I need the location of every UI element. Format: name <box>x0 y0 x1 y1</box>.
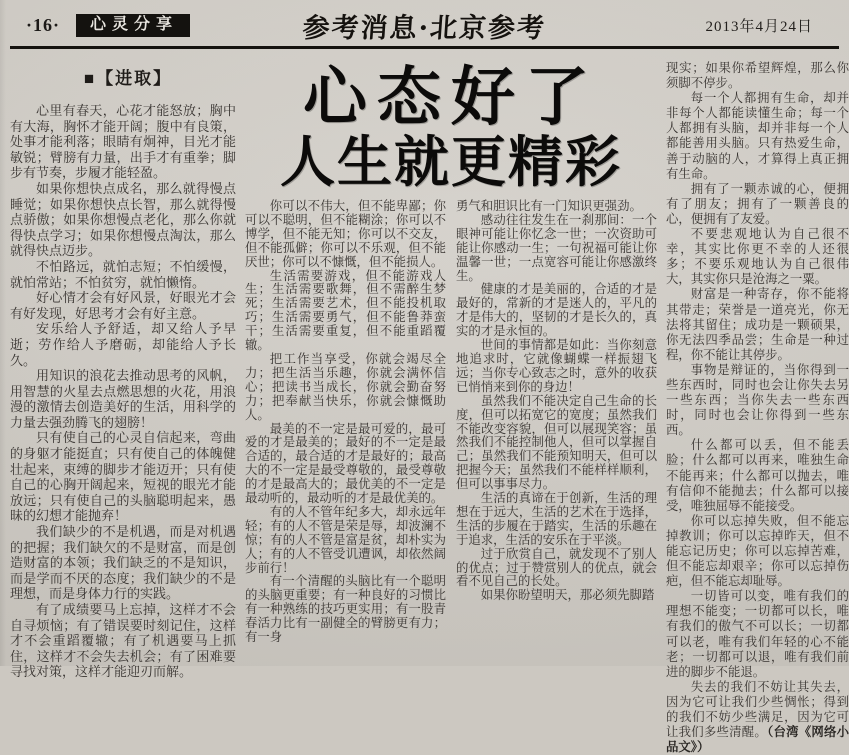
paragraph: 用知识的浪花去推动思考的风帆，用智慧的火星去点燃思想的火花，用浪漫的激情去创造美好的生活，用科学的力量去强劲腾飞的翅膀！ <box>10 368 236 430</box>
article-body <box>8 49 849 755</box>
paragraph: 如果你想快点成名，那么就得慢点睡觉；如果你想快点长智，那么就得慢点骄傲；如果你想慢点老化，那么你就得快点学习；如果你想慢点淘汰，那么就得快点迈步。 <box>10 180 236 259</box>
article-headline <box>245 61 657 193</box>
paragraph: 虽然我们不能决定自己生命的长度，但可以拓宽它的宽度；虽然我们不能改变容貌，但可以展现笑容；虽然我们不能控制他人，但可以掌握自己；虽然我们不能预知明天，但可以把握今天；虽然我们不能样样顺利，但可以事事尽力。 <box>456 393 657 492</box>
paragraph: 现实；如果你希望辉煌，那么你须脚不停步。 <box>666 61 849 91</box>
paragraph: 生活需要游戏，但不能游戏人生；生活需要歌舞，但不需醉生梦死；生活需要艺术，但不能投机取巧；生活需要勇气，但不能鲁莽蛮干；生活需要重复，但不能重蹈覆辙。 <box>245 268 446 353</box>
paragraph: 健康的才是美丽的，合适的才是最好的，常新的才是迷人的，平凡的才是伟大的，坚韧的才是长久的，真实的才是永恒的。 <box>456 282 657 339</box>
closing-paragraph <box>666 680 849 755</box>
paragraph: 你可以不伟大，但不能卑鄙；你可以不聪明，但不能糊涂；你可以不博学，但不能无知；你可以不交友，但不能孤僻；你可以不乐观，但不能厌世；你可以不慷慨，但不能损人。 <box>245 199 446 269</box>
text-column-3 <box>456 200 657 658</box>
middle-columns <box>245 200 657 658</box>
column-1-paragraphs <box>10 103 236 680</box>
paragraph: 好心情才会有好风景，好眼光才会有好发现，好思考才会有好主意。 <box>10 290 236 321</box>
headline-line-2: 人生就更精彩 <box>279 131 622 193</box>
text-column-1 <box>10 59 236 680</box>
paragraph: 勇气和胆识比有一门知识更强劲。 <box>456 199 642 213</box>
page-header <box>8 0 841 44</box>
column-4-paragraphs <box>666 61 849 680</box>
paragraph: 心里有春天，心花才能怒放；胸中有大海，胸怀才能开阔；腹中有良策，处事才能利落；眼睛有炯神，目光才能敏锐；臂膀有力量，出手才有重拳；脚步有节奏，步履才能轻盈。 <box>10 103 236 181</box>
paragraph: 每一个人都拥有生命，却并非每个人都能读懂生命；每一个人都拥有头脑，却并非每一个人都能善用头脑。只有热爱生命，善于动脑的人，才算得上真正拥有生命。 <box>666 91 849 181</box>
paragraph: 如果你盼望明天，那必须先脚踏 <box>480 588 655 603</box>
paragraph: 世间的事情都是如此：当你刻意地追求时，它就像蝴蝶一样振翅飞远；当你专心致志之时，意外的收获已悄悄来到你的身边！ <box>456 338 657 394</box>
paragraph: 你可以忘掉失败，但不能忘掉教训；你可以忘掉昨天，但不能忘记历史；你可以忘掉苦难，但不能忘却艰辛；你可以忘掉伤疤，但不能忘却耻辱。 <box>666 513 849 589</box>
text-column-4 <box>666 59 849 755</box>
paragraph: 我们缺少的不是机遇，而是对机遇的把握；我们缺欠的不是财富，而是创造财富的本领；我们缺乏的不是知识，而是学而不厌的态度；我们缺少的不是理想，而是身体力行的实践。 <box>10 524 236 602</box>
section-badge: 心灵分享 <box>76 14 190 37</box>
newspaper-masthead: 参考消息·北京参考 <box>301 12 548 44</box>
source-attribution: （台湾《网络小品文》） <box>666 725 849 755</box>
paragraph: 财富是一种寄存，你不能将其带走；荣誉是一道亮光，你无法将其留住；成功是一颗硕果，你无法四季品尝；生命是一种过程，你不能让其停步。 <box>666 287 849 362</box>
article-tag: ■【进取】 <box>83 69 173 88</box>
paragraph: 感动往往发生在一刹那间：一个眼神可能让你忆念一世；一次资助可能让你感动一生；一句祝福可能让你温馨一世；一点宽容可能让你感激终生。 <box>456 212 657 283</box>
closing-text: 失去的我们不妨让其失去，因为它可让我们少些惆怅；得到的我们不妨少些满足，因为它可让我们多些清醒。 <box>666 679 849 740</box>
text-column-2 <box>245 200 446 658</box>
headline-line-1: 心态好了 <box>303 61 599 133</box>
paragraph: 不要悲观地认为自己很不幸，其实比你更不幸的人还很多；不要乐观地认为自己很伟大，其实你只是沧海之一粟。 <box>666 227 849 287</box>
paragraph: 有了成绩要马上忘掉，这样才不会自寻烦恼；有了错误要时刻记住，这样才不会重蹈覆辙；有了机遇要马上抓住，这样才不会失去机会；有了困难要寻找对策，这样才能迎刃而解。 <box>10 602 236 680</box>
middle-section <box>245 59 657 658</box>
paragraph: 一切皆可以变，唯有我们的理想不能变；一切都可以长，唯有我们的傲气不可以长；一切都可以老，唯有我们年轻的心不能老；一切都可以退，唯有我们前进的脚步不能退。 <box>666 589 849 679</box>
paragraph: 只有使自己的心灵自信起来，弯曲的身躯才能挺直；只有使自己的体魄健壮起来，束缚的脚步才能迈开；只有使自己的心胸开阔起来，短视的眼光才能放远；只有使自己的头脑聪明起来，愚昧的幻想才能抛弃！ <box>10 430 236 524</box>
paragraph: 安乐给人予舒适，却又给人予早逝；劳作给人予磨砺，却能给人予长久。 <box>10 321 236 368</box>
issue-date: 2013年4月24日 <box>705 18 813 35</box>
paragraph: 把工作当享受，你就会竭尽全力；把生活当乐趣，你就会满怀信心；把读书当成长，你就会勤奋努力；把奉献当快乐，你就会慷慨助人。 <box>245 351 446 422</box>
page-number: ·16· <box>26 14 61 35</box>
paragraph: 什么都可以丢，但不能丢脸；什么都可以再来，唯独生命不能再来；什么都可以抛去，唯有信仰不能抛去；什么都可以接受，唯独屈辱不能接受。 <box>666 438 849 513</box>
paragraph: 有一个清醒的头脑比有一个聪明的头脑更重要；有一种良好的习惯比有一种熟练的技巧更实用；有一股青春活力比有一副健全的臂膀更有力；有一身 <box>245 574 446 645</box>
paragraph: 最美的不一定是最可爱的，最可爱的才是最美的；最好的不一定是最合适的，最合适的才是最好的；最高大的不一定是最受尊敬的，最受尊敬的才是最高大的；最优美的不一定是最动听的，最动听的才是最优美的。 <box>245 421 446 506</box>
paragraph: 有的人不管年纪多大，却永远年轻；有的人不管是荣是辱，却波澜不惊；有的人不管是富是贫，却朴实为人；有的人不管受讥遭讽，却依然阔步前行！ <box>245 504 446 575</box>
paragraph: 生活的真谛在于创新，生活的理想在于远大，生活的艺术在于选择，生活的步履在于踏实，生活的乐趣在于追求，生活的安乐在于平淡。 <box>456 491 657 547</box>
paragraph: 过于欣赏自己，就发现不了别人的优点；过于赞赏别人的优点，就会看不见自己的长处。 <box>456 546 657 589</box>
paragraph: 事物是辩证的，当你得到一些东西时，同时也会让你失去另一些东西；当你失去一些东西时，同时也会让你得到一些东西。 <box>666 362 849 438</box>
paragraph: 不怕路远，就怕志短；不怕缓慢，就怕常站；不怕贫穷，就怕懒惰。 <box>10 258 236 290</box>
paragraph: 拥有了一颗赤诚的心，便拥有了朋友；拥有了一颗善良的心，便拥有了友爱。 <box>666 181 849 226</box>
